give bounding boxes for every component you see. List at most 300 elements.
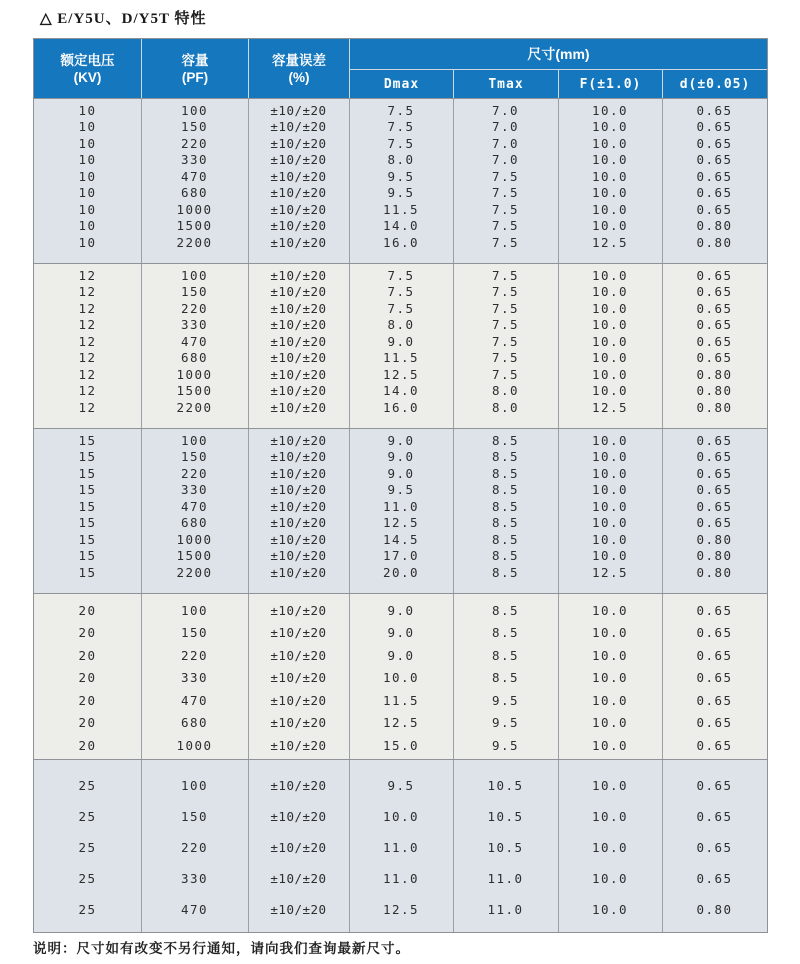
cell-f: 10.0 — [591, 284, 629, 300]
cell-tolerance: ±10/±20 — [270, 737, 327, 753]
cell-dmax: 11.5 — [382, 692, 420, 708]
cell-d: 0.65 — [696, 350, 733, 366]
table-row — [34, 482, 767, 499]
header-voltage — [34, 39, 141, 98]
cell-d: 0.65 — [696, 300, 733, 316]
cell-tolerance: ±10/±20 — [270, 218, 327, 234]
cell-f: 10.0 — [591, 602, 629, 618]
cell-d: 0.65 — [696, 465, 733, 481]
cell-capacity: 680 — [180, 515, 209, 531]
cell-dmax: 8.0 — [387, 152, 415, 168]
cell-dmax: 17.0 — [382, 548, 420, 564]
table-row — [34, 712, 767, 735]
cell-d: 0.65 — [696, 602, 733, 618]
cell-f: 10.0 — [591, 737, 629, 753]
block-rows — [34, 99, 767, 251]
table-row — [34, 152, 767, 169]
cell-d: 0.65 — [696, 498, 733, 514]
cell-capacity: 150 — [180, 809, 209, 824]
table-row — [34, 449, 767, 466]
table-row — [34, 201, 767, 218]
cell-dmax: 9.5 — [387, 185, 415, 201]
table-row — [34, 770, 767, 801]
header-size-group: 尺寸(mm) — [349, 39, 767, 69]
cell-dmax: 15.0 — [382, 737, 420, 753]
table-row — [34, 300, 767, 317]
table-row — [34, 168, 767, 185]
cell-capacity: 680 — [180, 350, 209, 366]
cell-tolerance: ±10/±20 — [270, 350, 327, 366]
cell-f: 12.5 — [591, 564, 629, 580]
cell-tmax: 8.0 — [491, 399, 520, 415]
cell-capacity: 150 — [180, 449, 209, 465]
cell-tmax: 7.5 — [491, 317, 520, 333]
cell-tmax: 7.0 — [491, 152, 520, 168]
cell-voltage: 10 — [78, 234, 97, 250]
header-tolerance — [248, 39, 349, 98]
cell-f: 10.0 — [591, 515, 629, 531]
cell-dmax: 11.0 — [382, 498, 420, 514]
cell-tmax: 7.5 — [491, 218, 520, 234]
table-row — [34, 498, 767, 515]
cell-tmax: 11.0 — [487, 902, 524, 917]
cell-dmax: 11.0 — [382, 871, 420, 886]
cell-dmax: 11.0 — [382, 840, 420, 855]
cell-d: 0.65 — [696, 670, 733, 686]
cell-dmax: 7.5 — [387, 300, 415, 316]
table-row — [34, 863, 767, 894]
cell-voltage: 25 — [78, 840, 97, 855]
cell-f: 10.0 — [591, 647, 629, 663]
cell-d: 0.80 — [696, 399, 733, 415]
cell-tolerance: ±10/±20 — [270, 135, 327, 151]
cell-tmax: 8.5 — [491, 602, 520, 618]
cell-d: 0.65 — [696, 267, 733, 283]
cell-tolerance: ±10/±20 — [270, 234, 327, 250]
cell-voltage: 25 — [78, 809, 97, 824]
cell-tolerance: ±10/±20 — [270, 564, 327, 580]
cell-capacity: 330 — [180, 317, 209, 333]
cell-tolerance: ±10/±20 — [270, 267, 327, 283]
table-body — [34, 99, 767, 932]
cell-d: 0.80 — [696, 366, 733, 382]
table-row — [34, 564, 767, 581]
cell-capacity: 330 — [180, 670, 209, 686]
cell-tolerance: ±10/±20 — [270, 482, 327, 498]
cell-tolerance: ±10/±20 — [270, 625, 327, 641]
cell-voltage: 12 — [78, 399, 97, 415]
cell-capacity: 100 — [180, 602, 209, 618]
cell-tmax: 7.5 — [491, 201, 520, 217]
table-row — [34, 894, 767, 925]
cell-d: 0.65 — [696, 482, 733, 498]
cell-voltage: 15 — [78, 465, 97, 481]
cell-d: 0.65 — [696, 515, 733, 531]
cell-tmax: 7.0 — [491, 119, 520, 135]
cell-tmax: 7.5 — [491, 234, 520, 250]
cell-f: 10.0 — [591, 715, 629, 731]
cell-f: 12.5 — [591, 234, 629, 250]
cell-d: 0.65 — [696, 692, 733, 708]
cell-d: 0.65 — [696, 737, 733, 753]
cell-capacity: 470 — [180, 692, 209, 708]
cell-tmax: 7.5 — [491, 267, 520, 283]
cell-tolerance: ±10/±20 — [270, 284, 327, 300]
cell-dmax: 7.5 — [387, 135, 415, 151]
cell-voltage: 15 — [78, 432, 97, 448]
cell-tmax: 8.5 — [491, 482, 520, 498]
cell-capacity: 220 — [180, 465, 209, 481]
cell-capacity: 220 — [180, 647, 209, 663]
cell-voltage: 12 — [78, 333, 97, 349]
cell-tolerance: ±10/±20 — [270, 449, 327, 465]
cell-f: 10.0 — [591, 692, 629, 708]
cell-dmax: 12.5 — [382, 715, 420, 731]
cell-f: 10.0 — [591, 531, 629, 547]
cell-d: 0.80 — [696, 564, 733, 580]
cell-tolerance: ±10/±20 — [270, 102, 327, 118]
table-row — [34, 531, 767, 548]
cell-capacity: 470 — [180, 498, 209, 514]
cell-d: 0.65 — [696, 432, 733, 448]
cell-tmax: 7.0 — [491, 135, 520, 151]
cell-voltage: 15 — [78, 548, 97, 564]
cell-tmax: 10.5 — [487, 778, 524, 793]
cell-voltage: 15 — [78, 564, 97, 580]
cell-tolerance: ±10/±20 — [270, 531, 327, 547]
cell-capacity: 220 — [180, 840, 209, 855]
header-capacity — [141, 39, 248, 98]
cell-f: 10.0 — [591, 300, 629, 316]
voltage-block — [34, 263, 767, 428]
header-tolerance-title: 容量误差 — [272, 52, 326, 68]
cell-capacity: 150 — [180, 625, 209, 641]
table-row — [34, 383, 767, 400]
header-capacity-unit: (PF) — [181, 69, 209, 85]
table-row — [34, 218, 767, 235]
cell-capacity: 2200 — [176, 399, 213, 415]
cell-tolerance: ±10/±20 — [270, 670, 327, 686]
cell-tolerance: ±10/±20 — [270, 465, 327, 481]
cell-tolerance: ±10/±20 — [270, 778, 327, 793]
cell-dmax: 10.0 — [382, 809, 420, 824]
cell-voltage: 20 — [78, 647, 97, 663]
cell-voltage: 12 — [78, 350, 97, 366]
cell-tmax: 8.5 — [491, 531, 520, 547]
cell-tolerance: ±10/±20 — [270, 515, 327, 531]
table-row — [34, 644, 767, 667]
cell-dmax: 12.5 — [382, 902, 420, 917]
cell-voltage: 15 — [78, 482, 97, 498]
table-row — [34, 832, 767, 863]
cell-voltage: 10 — [78, 119, 97, 135]
cell-tolerance: ±10/±20 — [270, 317, 327, 333]
cell-tmax: 7.5 — [491, 366, 520, 382]
cell-dmax: 9.0 — [387, 625, 415, 641]
cell-dmax: 7.5 — [387, 119, 415, 135]
cell-f: 10.0 — [591, 267, 629, 283]
table-row — [34, 622, 767, 645]
cell-capacity: 100 — [180, 267, 209, 283]
table-row — [34, 317, 767, 334]
cell-voltage: 25 — [78, 902, 97, 917]
cell-tolerance: ±10/±20 — [270, 902, 327, 917]
cell-f: 10.0 — [591, 482, 629, 498]
cell-tmax: 9.5 — [491, 737, 520, 753]
cell-voltage: 10 — [78, 102, 97, 118]
table-row — [34, 399, 767, 416]
header-dmax: Dmax — [349, 69, 453, 98]
cell-capacity: 2200 — [176, 234, 213, 250]
cell-tmax: 8.5 — [491, 548, 520, 564]
cell-tmax: 9.5 — [491, 692, 520, 708]
cell-dmax: 12.5 — [382, 366, 420, 382]
cell-capacity: 1000 — [176, 366, 213, 382]
cell-f: 10.0 — [591, 432, 629, 448]
cell-tmax: 7.5 — [491, 300, 520, 316]
header-tolerance-unit: (%) — [288, 69, 310, 85]
table-row — [34, 284, 767, 301]
cell-dmax: 9.0 — [387, 449, 415, 465]
cell-tmax: 8.5 — [491, 647, 520, 663]
cell-f: 10.0 — [591, 548, 629, 564]
voltage-block — [34, 759, 767, 932]
cell-dmax: 9.5 — [387, 482, 415, 498]
header-voltage-title: 额定电压 — [60, 52, 115, 68]
cell-d: 0.65 — [696, 449, 733, 465]
table-row — [34, 333, 767, 350]
table-row — [34, 366, 767, 383]
cell-tmax: 7.5 — [491, 168, 520, 184]
cell-capacity: 1500 — [176, 548, 213, 564]
cell-tmax: 8.5 — [491, 498, 520, 514]
cell-tolerance: ±10/±20 — [270, 498, 327, 514]
cell-f: 10.0 — [591, 498, 629, 514]
cell-tolerance: ±10/±20 — [270, 840, 327, 855]
cell-d: 0.80 — [696, 218, 733, 234]
table-row — [34, 667, 767, 690]
cell-tolerance: ±10/±20 — [270, 383, 327, 399]
cell-tolerance: ±10/±20 — [270, 647, 327, 663]
cell-d: 0.65 — [696, 317, 733, 333]
cell-tmax: 10.5 — [487, 840, 524, 855]
cell-tolerance: ±10/±20 — [270, 333, 327, 349]
cell-dmax: 9.0 — [387, 333, 415, 349]
cell-voltage: 12 — [78, 284, 97, 300]
cell-f: 10.0 — [591, 201, 629, 217]
cell-f: 10.0 — [591, 809, 629, 824]
cell-tmax: 7.5 — [491, 333, 520, 349]
cell-tmax: 7.0 — [491, 102, 520, 118]
cell-capacity: 470 — [180, 168, 209, 184]
cell-f: 10.0 — [591, 902, 629, 917]
table-row — [34, 801, 767, 832]
cell-tolerance: ±10/±20 — [270, 300, 327, 316]
cell-dmax: 7.5 — [387, 284, 415, 300]
cell-tolerance: ±10/±20 — [270, 602, 327, 618]
cell-dmax: 14.0 — [382, 383, 420, 399]
cell-tolerance: ±10/±20 — [270, 692, 327, 708]
cell-voltage: 15 — [78, 515, 97, 531]
table-row — [34, 515, 767, 532]
cell-tmax: 8.5 — [491, 449, 520, 465]
cell-capacity: 680 — [180, 185, 209, 201]
cell-voltage: 25 — [78, 778, 97, 793]
cell-d: 0.65 — [696, 625, 733, 641]
cell-tmax: 9.5 — [491, 715, 520, 731]
cell-capacity: 680 — [180, 715, 209, 731]
cell-dmax: 12.5 — [382, 515, 420, 531]
cell-dmax: 9.0 — [387, 647, 415, 663]
cell-tolerance: ±10/±20 — [270, 399, 327, 415]
cell-voltage: 15 — [78, 449, 97, 465]
cell-tmax: 7.5 — [491, 350, 520, 366]
table-row — [34, 185, 767, 202]
cell-tolerance: ±10/±20 — [270, 432, 327, 448]
cell-f: 10.0 — [591, 383, 629, 399]
cell-tmax: 11.0 — [487, 871, 524, 886]
cell-capacity: 1500 — [176, 383, 213, 399]
cell-dmax: 7.5 — [387, 267, 415, 283]
cell-f: 10.0 — [591, 168, 629, 184]
cell-f: 10.0 — [591, 119, 629, 135]
cell-dmax: 8.0 — [387, 317, 415, 333]
cell-voltage: 20 — [78, 670, 97, 686]
cell-dmax: 9.0 — [387, 432, 415, 448]
cell-dmax: 9.5 — [387, 778, 415, 793]
voltage-block — [34, 428, 767, 593]
cell-capacity: 150 — [180, 284, 209, 300]
cell-capacity: 470 — [180, 902, 209, 917]
table-row — [34, 432, 767, 449]
cell-d: 0.65 — [696, 168, 733, 184]
cell-f: 10.0 — [591, 135, 629, 151]
table-header — [34, 39, 767, 99]
cell-capacity: 330 — [180, 482, 209, 498]
cell-voltage: 10 — [78, 168, 97, 184]
cell-dmax: 9.5 — [387, 168, 415, 184]
voltage-block — [34, 593, 767, 759]
cell-f: 10.0 — [591, 333, 629, 349]
cell-voltage: 15 — [78, 498, 97, 514]
cell-f: 10.0 — [591, 871, 629, 886]
table-row — [34, 350, 767, 367]
cell-f: 10.0 — [591, 366, 629, 382]
footnote: 说明：尺寸如有改变不另行通知，请向我们查询最新尺寸。 — [33, 941, 410, 956]
page-title: △ E/Y5U、D/Y5T 特性 — [40, 11, 207, 27]
cell-tmax: 8.5 — [491, 515, 520, 531]
cell-capacity: 220 — [180, 300, 209, 316]
cell-tmax: 8.0 — [491, 383, 520, 399]
cell-f: 10.0 — [591, 152, 629, 168]
block-rows — [34, 264, 767, 416]
cell-voltage: 10 — [78, 201, 97, 217]
cell-f: 10.0 — [591, 185, 629, 201]
cell-voltage: 10 — [78, 185, 97, 201]
cell-voltage: 12 — [78, 300, 97, 316]
cell-capacity: 2200 — [176, 564, 213, 580]
cell-d: 0.80 — [696, 902, 733, 917]
cell-voltage: 10 — [78, 152, 97, 168]
header-voltage-unit: (KV) — [73, 69, 102, 85]
cell-dmax: 10.0 — [382, 670, 420, 686]
cell-capacity: 1000 — [176, 737, 213, 753]
cell-capacity: 150 — [180, 119, 209, 135]
cell-capacity: 330 — [180, 871, 209, 886]
table-row — [34, 548, 767, 565]
cell-tolerance: ±10/±20 — [270, 715, 327, 731]
table-row — [34, 234, 767, 251]
cell-d: 0.65 — [696, 102, 733, 118]
cell-tolerance: ±10/±20 — [270, 201, 327, 217]
block-rows — [34, 429, 767, 581]
header-f: F(±1.0) — [558, 69, 662, 98]
cell-tolerance: ±10/±20 — [270, 119, 327, 135]
table-row — [34, 734, 767, 757]
cell-tmax: 7.5 — [491, 185, 520, 201]
cell-capacity: 1000 — [176, 531, 213, 547]
cell-f: 10.0 — [591, 218, 629, 234]
header-capacity-title: 容量 — [181, 52, 209, 68]
cell-tolerance: ±10/±20 — [270, 152, 327, 168]
cell-tmax: 10.5 — [487, 809, 524, 824]
table-row — [34, 102, 767, 119]
cell-voltage: 20 — [78, 625, 97, 641]
cell-f: 10.0 — [591, 778, 629, 793]
cell-d: 0.65 — [696, 647, 733, 663]
cell-f: 10.0 — [591, 317, 629, 333]
cell-d: 0.65 — [696, 715, 733, 731]
cell-capacity: 100 — [180, 432, 209, 448]
cell-d: 0.65 — [696, 809, 733, 824]
table-row — [34, 135, 767, 152]
cell-dmax: 11.5 — [382, 201, 420, 217]
cell-d: 0.65 — [696, 778, 733, 793]
cell-dmax: 20.0 — [382, 564, 420, 580]
cell-voltage: 12 — [78, 383, 97, 399]
cell-capacity: 330 — [180, 152, 209, 168]
cell-d: 0.65 — [696, 152, 733, 168]
cell-d: 0.65 — [696, 185, 733, 201]
cell-dmax: 14.5 — [382, 531, 420, 547]
cell-capacity: 470 — [180, 333, 209, 349]
cell-dmax: 11.5 — [382, 350, 420, 366]
cell-dmax: 9.0 — [387, 602, 415, 618]
cell-voltage: 15 — [78, 531, 97, 547]
cell-d: 0.65 — [696, 840, 733, 855]
cell-voltage: 20 — [78, 715, 97, 731]
spec-table — [33, 38, 768, 933]
cell-tolerance: ±10/±20 — [270, 548, 327, 564]
cell-d: 0.65 — [696, 871, 733, 886]
cell-tmax: 7.5 — [491, 284, 520, 300]
cell-d: 0.65 — [696, 119, 733, 135]
cell-f: 10.0 — [591, 625, 629, 641]
cell-f: 10.0 — [591, 102, 629, 118]
cell-tolerance: ±10/±20 — [270, 168, 327, 184]
cell-dmax: 9.0 — [387, 465, 415, 481]
cell-dmax: 16.0 — [382, 234, 420, 250]
cell-tolerance: ±10/±20 — [270, 809, 327, 824]
cell-d: 0.80 — [696, 531, 733, 547]
cell-voltage: 20 — [78, 737, 97, 753]
cell-voltage: 20 — [78, 602, 97, 618]
cell-d: 0.65 — [696, 284, 733, 300]
cell-dmax: 16.0 — [382, 399, 420, 415]
cell-d: 0.65 — [696, 135, 733, 151]
cell-d: 0.65 — [696, 333, 733, 349]
cell-f: 10.0 — [591, 465, 629, 481]
